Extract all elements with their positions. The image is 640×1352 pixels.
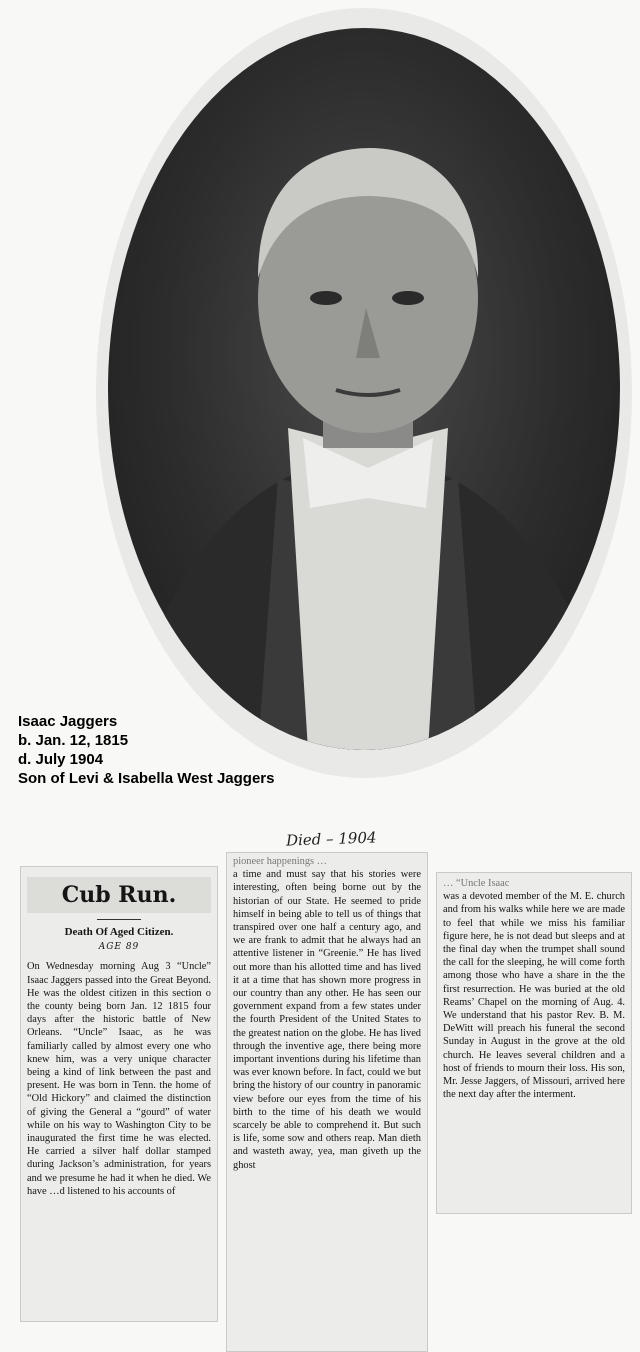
article-text-col3: was a devoted member of the M. E. church and from his walks while here we are made to feel that while we miss his familiar figure here, he is not dead but sleeps and at the final day when the trumpet shall sound the call for the sleeping, he will come forth among those who have a share in the the first resurrection. He was buried at the old Reams’ Chapel on the morning of Aug. 4. We understand that his pastor Rev. B. M. DeWitt will preach his funeral the second Sunday in August in the grove at the old church. He leaves several children and a host of friends to mourn their loss. His son, Mr. Jesse Jaggers, of Missouri, arrived here the next day after the interment. xyxy=(443,891,625,1101)
column-heading: Cub Run. xyxy=(27,877,211,913)
article-text-col2: a time and must say that his stories were interesting, often being borne out by the historian of our State. He seemed to pride himself in being able to tell us of things that transpired over one half a century ago, and we are frank to admit that he always had an attentive listener in “Greenie.” He has lived out more than his allotted time and has lived it at a time that has shown more progress in our country than any other. He has seen our government expand from a few states under the fourth President of the United States to the greatest nation on the globe. He has lived through the inventive age, there being more important inventions during his lifetime than was ever known before. In fact, could we but bring the history of our country in panoramic view before our eyes from the time of his birth to the time of his death we would scarcely be able to comprehend it. But such is life, some sow and others reap. Man dieth and wasteth away, yea, man giveth up the ghost xyxy=(233,869,421,1171)
handwritten-age-note: AGE 89 xyxy=(98,942,140,953)
article-text-col2-top: pioneer happenings … xyxy=(233,856,328,867)
clipping-column-3 xyxy=(436,872,632,1214)
divider xyxy=(97,919,141,920)
handwritten-died-note: Died – 1904 xyxy=(285,828,377,850)
article-text-col3-top: … “Uncle Isaac xyxy=(443,878,510,889)
article-text-col1: On Wednesday morning Aug 3 “Uncle” Isaac Jaggers passed into the Great Beyond. He was the oldest citizen in this section o the county being born Jan. 12 1815 four days after the historic battle of New Orleans. “Uncle” Isaac, as he was familiarly called by almost every one who knew him, was a very unique character being a kind of link between the past and present. He was born in Tenn. the home of “Old Hickory” and claimed the distinction of giving the General a “gourd” of water while on his way to Washington City to be inaugurated the first time he was elected. He carried a silver half dollar stamped during Jackson’s administration, for years and we presume he had it when he died. We have …d listened to his accounts of xyxy=(27,961,211,1197)
clipping-column-1 xyxy=(20,866,218,1322)
photo-caption xyxy=(18,712,274,788)
portrait-illustration xyxy=(108,28,620,750)
caption-parents: Son of Levi & Isabella West Jaggers xyxy=(18,770,275,787)
caption-birth: b. Jan. 12, 1815 xyxy=(18,732,129,749)
clipping-column-2 xyxy=(226,852,428,1352)
caption-name: Isaac Jaggers xyxy=(18,713,118,730)
portrait-photo xyxy=(108,28,620,750)
article-title: Death Of Aged Citizen. xyxy=(64,926,174,938)
caption-death: d. July 1904 xyxy=(18,751,104,768)
